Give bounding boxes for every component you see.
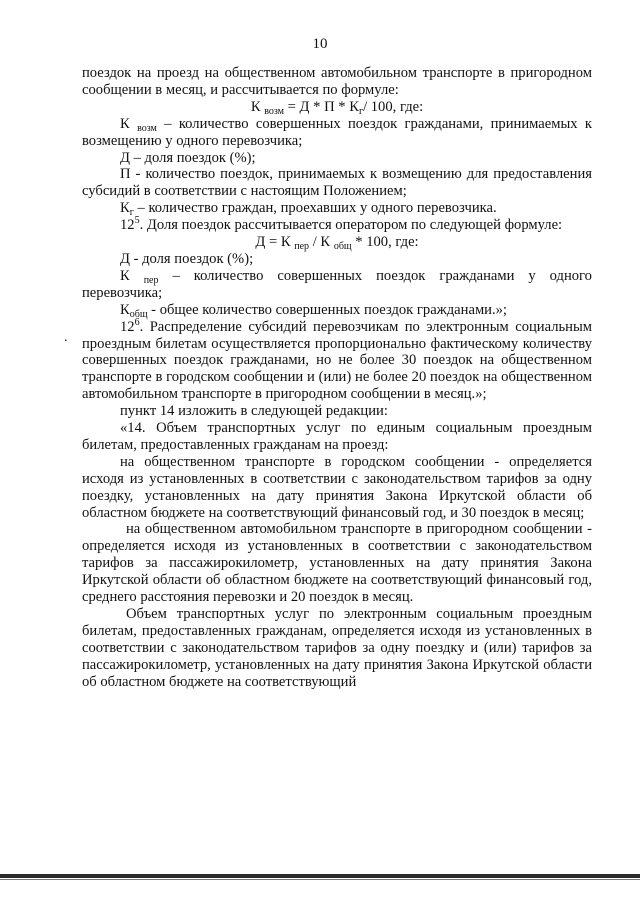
definition-k-obsch: $К_{общ}$ - общее количество совершенных поездок гражданами.»; [120,301,507,320]
paragraph-city-transport: на общественном транспорте в городском сообщении - определяется исходя из установленных в соответствии с законодательством тарифов за одну поездку, установленных на дату принятия Закона Иркутской области об областном бюджете на соответствующий финансовый год, и 30 поездок в месяц; [82,453,592,521]
definition-k-per: К $_{пер}$ – количество совершенных поездок гражданами у одного перевозчика; [82,267,592,301]
paragraph-item-14-intro: пункт 14 изложить в следующей редакции: [120,403,388,420]
paragraph-suburban-transport: на общественном автомобильном транспорте в пригородном сообщении - определяется исходя из установленных в соответствии с законодательством тарифов за пассажирокилометр, установленных на дату принятия Закона Иркутской области об областном бюджете на соответствующий финансовый год, среднего расстояния перевозки и 20 поездок в месяц. [82,521,592,606]
definition-p: П - количество поездок, принимаемых к возмещению для предоставления субсидий в соответствии с настоящим Положением; [82,166,592,200]
formula-k-vozm: К $_{возм} = Д * П * К_г/$ 100, где: [250,98,424,117]
clause-12-5: $12^5$. Доля поездок рассчитывается оператором по следующей формуле: [120,215,563,234]
definition-kg: $К_г$ – количество граждан, проехавших у одного перевозчика. [120,200,497,219]
document-body [82,65,592,691]
paragraph-intro: поездок на проезд на общественном автомобильном транспорте в пригородном сообщении в месяц, и рассчитывается по формуле: [82,65,592,98]
margin-mark: . [64,330,68,345]
paragraph-item-14: «14. Объем транспортных услуг по единым социальным проездным билетам, предоставленных гражданам на проезд: [82,420,592,453]
scan-edge-line-secondary [0,879,640,880]
definition-d: Д – доля поездок (%); [120,149,256,166]
scan-edge-line [0,874,640,878]
definition-k-vozm: К $_{возм}$ – количество совершенных поездок гражданами, принимаемых к возмещению у одного перевозчика; [82,115,592,149]
paragraph-electronic-tickets: Объем транспортных услуг по электронным социальным проездным билетам, предоставленных гражданам, определяется исходя из установленных в соответствии с законодательством тарифов за одну поездку и (или) тарифов за пассажирокилометр, установленных на дату принятия Закона Иркутской области об областном бюджете на соответствующий [82,606,592,690]
formula-d: Д = К $_{пер}$ / К $_{общ}$ * 100, где: [255,234,419,253]
page-number: 10 [312,36,328,52]
clause-12-6: $12^6$. Распределение субсидий перевозчикам по электронным социальным проездным билетам осуществляется пропорционально фактическому количеству совершенных поездок гражданами, но не более 30 поездок на общественном транспорте в городском сообщении и (или) не более 20 поездок на общественном автомобильном транспорте в пригородном сообщении в месяц.»; [82,316,592,403]
definition-d-2: Д - доля поездок (%); [120,250,254,267]
